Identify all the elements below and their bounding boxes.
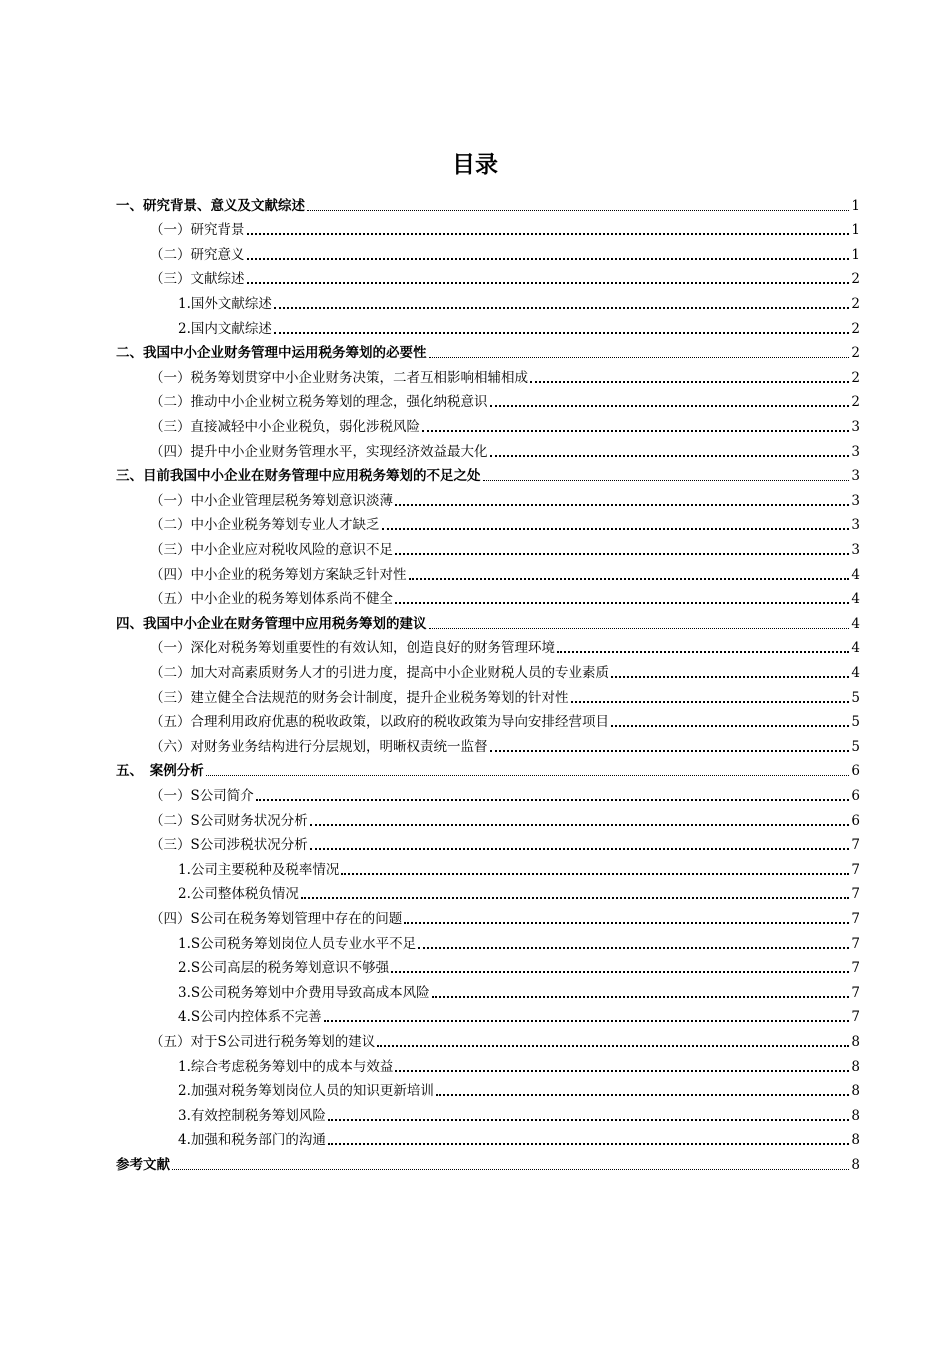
- toc-entry-page-number: 5: [851, 714, 860, 731]
- toc-entry[interactable]: [150, 682, 860, 707]
- toc-entry[interactable]: [150, 780, 860, 805]
- dot-leader: [432, 995, 850, 998]
- toc-entry[interactable]: [150, 264, 860, 289]
- toc-entry-page-number: 8: [851, 1083, 860, 1100]
- toc-entry-title: （三）直接减轻中小企业税负，弱化涉税风险: [150, 418, 420, 435]
- toc-entry-title: （二）加大对高素质财务人才的引进力度，提高中小企业财税人员的专业素质: [150, 664, 609, 681]
- toc-entry-page-number: 1: [851, 246, 860, 263]
- toc-entry[interactable]: [116, 461, 860, 486]
- toc-entry-title: 2.S公司高层的税务筹划意识不够强: [178, 960, 390, 977]
- toc-entry-title: 四、我国中小企业在财务管理中应用税务筹划的建议: [116, 615, 427, 632]
- toc-entry-page-number: 8: [851, 1033, 860, 1050]
- toc-entry-title: 4.S公司内控体系不完善: [178, 1009, 322, 1026]
- toc-entry-title: （二）研究意义: [150, 246, 245, 263]
- toc-entry[interactable]: [150, 633, 860, 658]
- toc-entry-title: 三、目前我国中小企业在财务管理中应用税务筹划的不足之处: [116, 468, 481, 485]
- dot-leader: [307, 209, 849, 211]
- toc-entry-title: （一）税务筹划贯穿中小企业财务决策，二者互相影响相辅相成: [150, 369, 528, 386]
- toc-entry[interactable]: [150, 510, 860, 535]
- toc-entry[interactable]: [150, 411, 860, 436]
- toc-entry-page-number: 2: [851, 271, 860, 288]
- toc-entry[interactable]: [178, 1076, 860, 1101]
- dot-leader: [382, 527, 850, 530]
- toc-entry-title: 一、研究背景、意义及文献综述: [116, 197, 305, 214]
- toc-entry-page-number: 5: [851, 689, 860, 706]
- dot-leader: [247, 232, 850, 235]
- toc-entry-page-number: 2: [851, 394, 860, 411]
- dot-leader: [301, 896, 850, 899]
- toc-entry[interactable]: [150, 485, 860, 510]
- toc-entry[interactable]: [178, 1125, 860, 1150]
- dot-leader: [611, 724, 849, 727]
- toc-entry[interactable]: [178, 1002, 860, 1027]
- toc-entry[interactable]: [150, 436, 860, 461]
- toc-entry-page-number: 7: [851, 984, 860, 1001]
- toc-entry-title: 参考文献: [116, 1156, 170, 1173]
- toc-entry-title: 1.综合考虑税务筹划中的成本与效益: [178, 1058, 394, 1075]
- dot-leader: [571, 700, 850, 703]
- toc-entry-title: 2.公司整体税负情况: [178, 886, 299, 903]
- toc-entry-page-number: 3: [851, 541, 860, 558]
- toc-entry[interactable]: [178, 879, 860, 904]
- toc-entry-page-number: 2: [851, 345, 860, 362]
- toc-entry-title: 3.有效控制税务筹划风险: [178, 1107, 326, 1124]
- dot-leader: [429, 356, 850, 358]
- dot-leader: [395, 1069, 849, 1072]
- dot-leader: [172, 1168, 849, 1170]
- toc-entry-page-number: 7: [851, 910, 860, 927]
- toc-entry[interactable]: [116, 608, 860, 633]
- toc-entry-page-number: 3: [851, 517, 860, 534]
- dot-leader: [328, 1142, 850, 1145]
- toc-entry-page-number: 3: [851, 468, 860, 485]
- toc-entry-page-number: 7: [851, 935, 860, 952]
- toc-entry-page-number: 2: [851, 295, 860, 312]
- toc-entry-page-number: 4: [851, 615, 860, 632]
- toc-entry-title: （五）合理利用政府优惠的税收政策，以政府的税收政策为导向安排经营项目: [150, 714, 609, 731]
- toc-entry-page-number: 7: [851, 886, 860, 903]
- toc-entry-title: （四）提升中小企业财务管理水平，实现经济效益最大化: [150, 443, 488, 460]
- toc-entry-title: （一）中小企业管理层税务筹划意识淡薄: [150, 492, 393, 509]
- toc-entry[interactable]: [116, 338, 860, 363]
- toc-entry[interactable]: [178, 1051, 860, 1076]
- toc-entry[interactable]: [150, 362, 860, 387]
- toc-entry[interactable]: [178, 854, 860, 879]
- toc-entry-title: 2.加强对税务筹划岗位人员的知识更新培训: [178, 1083, 434, 1100]
- dot-leader: [422, 429, 849, 432]
- toc-entry-title: 二、我国中小企业财务管理中运用税务筹划的必要性: [116, 345, 427, 362]
- toc-entry[interactable]: [150, 215, 860, 240]
- dot-leader: [483, 479, 850, 481]
- toc-entry-page-number: 3: [851, 418, 860, 435]
- toc-entry-page-number: 8: [851, 1058, 860, 1075]
- toc-entry-title: （三）建立健全合法规范的财务会计制度，提升企业税务筹划的针对性: [150, 689, 569, 706]
- toc-entry-title: 1.国外文献综述: [178, 295, 272, 312]
- toc-entry-title: 2.国内文献综述: [178, 320, 272, 337]
- toc-entry-page-number: 1: [851, 197, 860, 214]
- toc-entry[interactable]: [150, 1026, 860, 1051]
- toc-entry-page-number: 7: [851, 837, 860, 854]
- toc-entry-page-number: 7: [851, 960, 860, 977]
- dot-leader: [274, 331, 850, 334]
- dot-leader: [429, 627, 850, 629]
- dot-leader: [490, 749, 850, 752]
- toc-entry-page-number: 1: [851, 222, 860, 239]
- toc-entry-title: （五）对于S公司进行税务筹划的建议: [150, 1033, 376, 1050]
- toc-entry-title: 1.S公司税务筹划岗位人员专业水平不足: [178, 935, 417, 952]
- toc-entry[interactable]: [150, 707, 860, 732]
- dot-leader: [310, 847, 850, 850]
- dot-leader: [611, 675, 849, 678]
- toc-entry-title: （三）文献综述: [150, 271, 245, 288]
- toc-entry[interactable]: [150, 805, 860, 830]
- toc-entry-page-number: 6: [851, 787, 860, 804]
- dot-leader: [490, 454, 850, 457]
- toc-entry-title: （二）推动中小企业树立税务筹划的理念，强化纳税意识: [150, 394, 488, 411]
- toc-entry-page-number: 3: [851, 492, 860, 509]
- toc-entry[interactable]: [178, 977, 860, 1002]
- dot-leader: [274, 306, 850, 309]
- dot-leader: [256, 798, 850, 801]
- toc-entry-page-number: 4: [851, 591, 860, 608]
- dot-leader: [530, 380, 849, 383]
- toc-entry-title: （四）中小企业的税务筹划方案缺乏针对性: [150, 566, 407, 583]
- toc-entry-page-number: 4: [851, 566, 860, 583]
- dot-leader: [341, 872, 849, 875]
- toc-entry-title: 4.加强和税务部门的沟通: [178, 1132, 326, 1149]
- toc-entry-title: （五）中小企业的税务筹划体系尚不健全: [150, 591, 393, 608]
- dot-leader: [324, 1019, 850, 1022]
- toc-entry-title: 1.公司主要税种及税率情况: [178, 861, 340, 878]
- dot-leader: [247, 257, 850, 260]
- toc-entry[interactable]: [116, 190, 860, 215]
- dot-leader: [247, 281, 850, 284]
- dot-leader: [409, 577, 850, 580]
- dot-leader: [395, 552, 849, 555]
- toc-entry-title: （二）S公司财务状况分析: [150, 812, 308, 829]
- toc-entry[interactable]: [150, 559, 860, 584]
- dot-leader: [557, 650, 849, 653]
- toc-entry-page-number: 6: [851, 763, 860, 780]
- dot-leader: [328, 1118, 850, 1121]
- dot-leader: [395, 503, 849, 506]
- dot-leader: [404, 921, 849, 924]
- toc-entry-page-number: 8: [851, 1156, 860, 1173]
- toc-entry-title: （一）研究背景: [150, 222, 245, 239]
- toc-entry[interactable]: [150, 830, 860, 855]
- toc-entry-title: （一）深化对税务筹划重要性的有效认知，创造良好的财务管理环境: [150, 640, 555, 657]
- dot-leader: [206, 774, 850, 776]
- toc-entry-page-number: 4: [851, 664, 860, 681]
- toc-entry-title: （三）中小企业应对税收风险的意识不足: [150, 541, 393, 558]
- toc-entry-title: 3.S公司税务筹划中介费用导致高成本风险: [178, 984, 430, 1001]
- toc-entry-page-number: 8: [851, 1107, 860, 1124]
- dot-leader: [377, 1044, 849, 1047]
- toc-entry[interactable]: [116, 1149, 860, 1174]
- toc-entry[interactable]: [178, 1100, 860, 1125]
- toc-entry-page-number: 7: [851, 1009, 860, 1026]
- toc-entry[interactable]: [178, 928, 860, 953]
- dot-leader: [418, 946, 849, 949]
- toc-entry[interactable]: [178, 313, 860, 338]
- toc-entry-title: 五、 案例分析: [116, 763, 204, 780]
- toc-entry[interactable]: [178, 953, 860, 978]
- toc-entry-page-number: 6: [851, 812, 860, 829]
- dot-leader: [310, 823, 850, 826]
- toc-entry-page-number: 3: [851, 443, 860, 460]
- toc-entry-page-number: 4: [851, 640, 860, 657]
- toc-entry-page-number: 8: [851, 1132, 860, 1149]
- toc-entry-title: （一）S公司简介: [150, 787, 254, 804]
- dot-leader: [490, 404, 850, 407]
- toc-entry-page-number: 7: [851, 861, 860, 878]
- toc-entry[interactable]: [178, 288, 860, 313]
- toc-entry-page-number: 2: [851, 369, 860, 386]
- toc-entry[interactable]: [150, 903, 860, 928]
- toc-entry[interactable]: [150, 534, 860, 559]
- toc-entry[interactable]: [150, 239, 860, 264]
- toc-entry[interactable]: [150, 657, 860, 682]
- dot-leader: [436, 1093, 850, 1096]
- dot-leader: [395, 601, 849, 604]
- toc-entry[interactable]: [116, 756, 860, 781]
- toc-entry[interactable]: [150, 731, 860, 756]
- dot-leader: [391, 970, 849, 973]
- toc-entry-title: （三）S公司涉税状况分析: [150, 837, 308, 854]
- toc-entry-title: （二）中小企业税务筹划专业人才缺乏: [150, 517, 380, 534]
- toc-entry-title: （四）S公司在税务筹划管理中存在的问题: [150, 910, 403, 927]
- toc-title: 目录: [452, 152, 498, 178]
- toc-entry[interactable]: [150, 584, 860, 609]
- toc-entry-page-number: 5: [851, 738, 860, 755]
- toc-entry-page-number: 2: [851, 320, 860, 337]
- toc-entry-title: （六）对财务业务结构进行分层规划，明晰权责统一监督: [150, 738, 488, 755]
- toc-entry[interactable]: [150, 387, 860, 412]
